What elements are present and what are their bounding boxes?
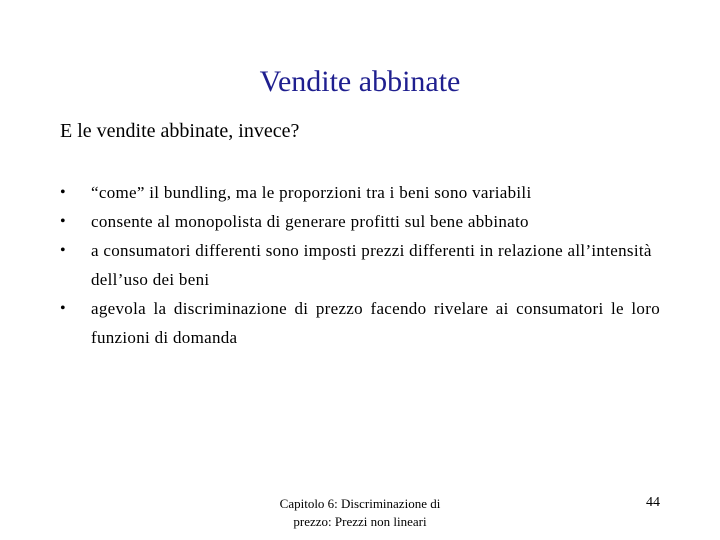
bullet-text: a consumatori differenti sono imposti prezzi differenti in relazione all’intensità dell’uso dei beni [91, 241, 652, 289]
bullet-item [60, 236, 660, 294]
bullet-item [60, 294, 660, 352]
footer-caption-line: Capitolo 6: Discriminazione di [279, 496, 441, 511]
bullet-marker: • [60, 184, 66, 201]
bullet-item [60, 207, 660, 236]
page-number: 44 [646, 495, 660, 510]
slide-title: Vendite abbinate [259, 65, 461, 98]
bullet-marker: • [60, 242, 66, 259]
intro-text: E le vendite abbinate, invece? [60, 120, 300, 142]
footer-caption [258, 495, 462, 531]
bullet-marker: • [60, 213, 66, 230]
footer-caption-line: prezzo: Prezzi non lineari [293, 514, 427, 529]
bullet-marker: • [60, 300, 66, 317]
bullet-item [60, 178, 660, 207]
bullet-text: consente al monopolista di generare profitti sul bene abbinato [91, 212, 529, 231]
bullet-list [60, 178, 660, 352]
bullet-text: agevola la discriminazione di prezzo facendo rivelare ai consumatori le loro funzioni di domanda [91, 299, 660, 347]
bullet-text: “come” il bundling, ma le proporzioni tra i beni sono variabili [91, 183, 532, 202]
